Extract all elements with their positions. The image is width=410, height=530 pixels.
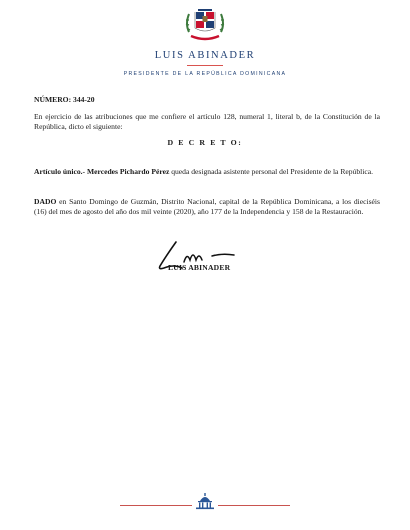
signer-name: LUIS ABINADER — [168, 263, 231, 272]
letterhead-divider — [187, 65, 223, 66]
letterhead-name: LUIS ABINADER — [154, 50, 256, 61]
coat-of-arms-icon — [183, 4, 227, 44]
decree-preamble: En ejercicio de las atribuciones que me confiere el artículo 128, numeral 1, literal b, de la Constitución de la República, dicto el siguiente: — [34, 112, 380, 131]
decree-dado — [34, 197, 380, 217]
dado-label: DADO — [34, 197, 57, 206]
footer-divider-left — [120, 505, 192, 506]
letterhead-title: PRESIDENTE DE LA REPÚBLICA DOMINICANA — [123, 71, 287, 77]
article-label: Artículo único.- Mercedes Pichardo Pérez — [34, 167, 170, 176]
decree-heading: D E C R E T O: — [167, 138, 243, 147]
national-palace-icon — [194, 492, 216, 510]
dado-text: en Santo Domingo de Guzmán, Distrito Nacional, capital de la República Dominicana, a los dieciséis (16) del mes de agosto del año dos mil veinte (2020), año 177 de la Independencia y 158 de la Restauración. — [34, 197, 380, 216]
footer-divider-right — [218, 505, 290, 506]
decree-article — [34, 167, 380, 177]
article-text: queda designada asistente personal del Presidente de la República. — [169, 167, 374, 176]
decree-number: NÚMERO: 344-20 — [34, 95, 95, 104]
